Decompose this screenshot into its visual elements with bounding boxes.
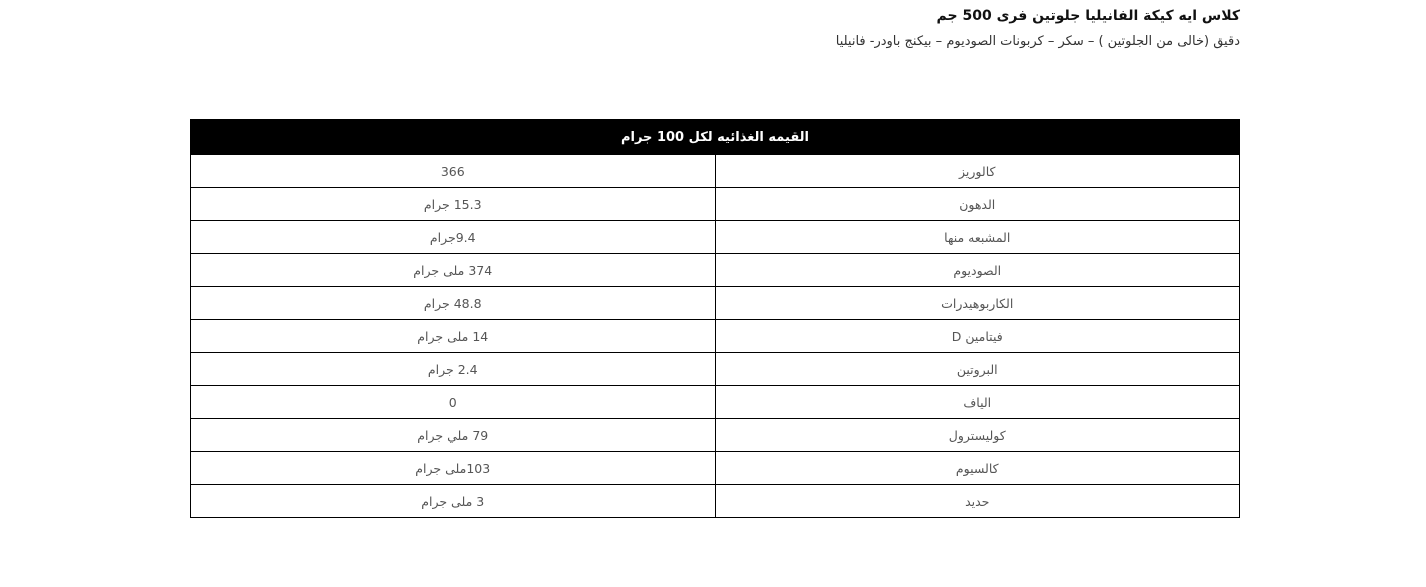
nutrition-header-row	[191, 120, 1240, 155]
nutrient-name: الصوديوم	[715, 254, 1240, 287]
nutrient-value: 48.8 جرام	[191, 287, 716, 320]
nutrient-value: 103ملى جرام	[191, 452, 716, 485]
nutrient-name: المشبعه منها	[715, 221, 1240, 254]
table-row	[191, 188, 1240, 221]
nutrient-value: 14 ملى جرام	[191, 320, 716, 353]
nutrient-name: كالسيوم	[715, 452, 1240, 485]
nutrition-header: القيمه الغذائيه لكل 100 جرام	[191, 120, 1240, 155]
nutrient-value: 374 ملى جرام	[191, 254, 716, 287]
table-row	[191, 254, 1240, 287]
nutrient-name: البروتين	[715, 353, 1240, 386]
table-row	[191, 221, 1240, 254]
nutrient-value: 15.3 جرام	[191, 188, 716, 221]
nutrient-value: 0	[191, 386, 716, 419]
ingredients-text: دقيق (خالى من الجلوتين ) – سكر – كربونات الصوديوم – بيكنج باودر- فانيليا	[835, 34, 1240, 49]
nutrient-name: الكاربوهيدرات	[715, 287, 1240, 320]
product-header	[540, 6, 1240, 52]
table-row	[191, 320, 1240, 353]
nutrient-value: 366	[191, 155, 716, 188]
table-row	[191, 452, 1240, 485]
table-row	[191, 353, 1240, 386]
product-title: كلاس ايه كيكة الفانيليا جلوتين فرى 500 جم	[936, 8, 1240, 24]
table-row	[191, 155, 1240, 188]
nutrient-name: حديد	[715, 485, 1240, 518]
table-row	[191, 419, 1240, 452]
table-row	[191, 386, 1240, 419]
nutrient-name: كالوريز	[715, 155, 1240, 188]
nutrient-value: 2.4 جرام	[191, 353, 716, 386]
table-row	[191, 485, 1240, 518]
nutrition-table	[190, 119, 1240, 518]
nutrient-value: 79 ملي جرام	[191, 419, 716, 452]
nutrient-value: 9.4جرام	[191, 221, 716, 254]
nutrient-name: فيتامين D	[715, 320, 1240, 353]
nutrient-name: الياف	[715, 386, 1240, 419]
nutrient-value: 3 ملى جرام	[191, 485, 716, 518]
nutrient-name: الدهون	[715, 188, 1240, 221]
nutrient-name: كوليسترول	[715, 419, 1240, 452]
table-row	[191, 287, 1240, 320]
